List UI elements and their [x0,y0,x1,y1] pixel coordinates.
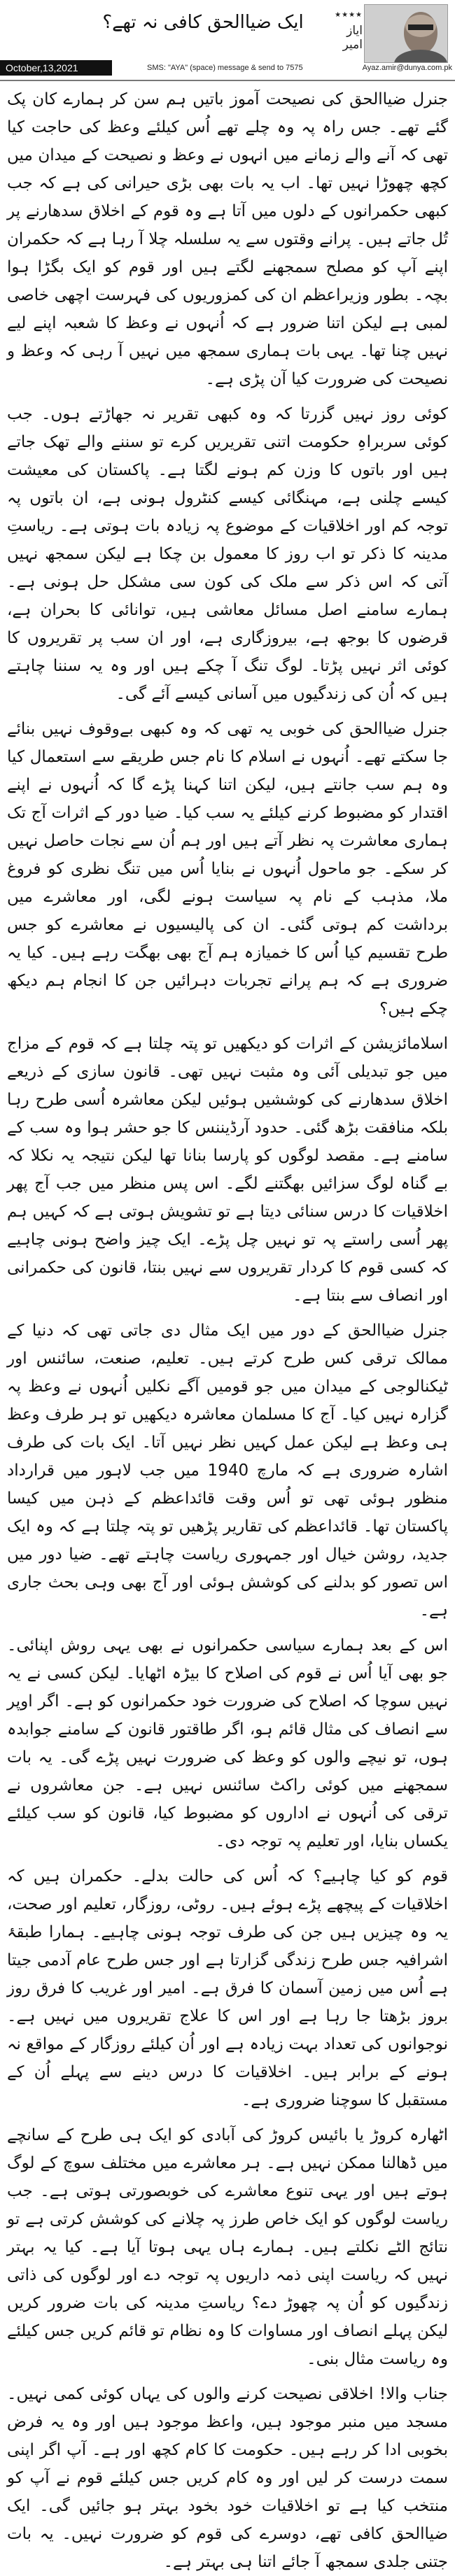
author-portrait-icon [365,5,447,62]
paragraph: اسلامائزیشن کے اثرات کو دیکھیں تو پتہ چلتا ہے کہ قوم کے مزاج میں جو تبدیلی آئی وہ مثبت نہیں تھی۔ قانون سازی کے ذریعے اخلاق سدھارنے کی کوششیں ہوئیں لیکن معاشرہ اُسی طرح رہا بلکہ منافقت بڑھ گئی۔ حدود آرڈیننس کا جو حشر ہوا وہ سب کے سامنے ہے۔ مقصد لوگوں کو پارسا بنانا تھا لیکن نتیجہ یہ نکلا کہ بے گناہ لوگ سزائیں بھگتنے لگے۔ اس پس منظر میں جب آج پھر اخلاقیات کا درس سنائی دیتا ہے تو تشویش ہوتی ہے کہ کہیں ہم پھر اُسی راستے پہ تو نہیں چل پڑے۔ ایک چیز واضح ہونی چاہیے کہ کسی قوم کا کردار تقریروں سے نہیں بنتا، قانون کی حکمرانی اور انصاف سے بنتا ہے۔ [7,1035,448,1305]
article-body [7,85,448,2571]
author-photo [364,4,448,63]
paragraph: اٹھارہ کروڑ یا بائیس کروڑ کی آبادی کو ایک ہی طرح کے سانچے میں ڈھالنا ممکن نہیں ہے۔ ہر معاشرے میں مختلف سوچ کے لوگ ہوتے ہیں اور یہی تنوع معاشرے کی خوبصورتی ہوتی ہے۔ جب ریاست لوگوں کو ایک خاص طرز پہ چلانے کی کوشش کرتی ہے تو نتائج الٹے نکلتے ہیں۔ ہمارے ہاں یہی ہوتا آیا ہے۔ کیا یہ بہتر نہیں کہ ریاست اپنی ذمہ داریوں پہ توجہ دے اور لوگوں کی ذاتی زندگیوں کو اُن پہ چھوڑ دے؟ ریاستِ مدینہ کی بات ضرور کریں لیکن پہلے انصاف اور مساوات کا وہ نظام تو قائم کریں جس کیلئے وہ ریاست مثال بنی۔ [7,2126,448,2368]
page-title: ایک ضیاالحق کافی نہ تھے؟ [102,12,304,33]
publish-date: October,13,2021 [0,60,112,76]
column-header [0,0,455,84]
paragraph: جنرل ضیاالحق کے دور میں ایک مثال دی جاتی تھی کہ دنیا کے ممالک ترقی کس طرح کرتے ہیں۔ تعلیم، صنعت، سائنس اور ٹیکنالوجی کے میدان میں جو قومیں آگے نکلیں اُنہوں نے وعظ پہ گزارہ نہیں کیا۔ آج کا مسلمان معاشرہ دیکھیں تو ہر طرف وعظ ہی وعظ ہے لیکن عمل کہیں نظر نہیں آتا۔ ایک بات کی طرف اشارہ ضروری ہے کہ مارچ 1940 میں جب لاہور میں قرارداد منظور ہوئی تھی تو اُس وقت قائداعظم کے ذہن میں کیسا پاکستان تھا۔ قائداعظم کی تقاریر پڑھیں تو پتہ چلتا ہے کہ وہ ایک جدید، روشن خیال اور جمہوری ریاست چاہتے تھے۔ ضیا دور میں اس تصور کو بدلنے کی کوشش ہوئی اور آج بھی وہی بحث جاری ہے۔ [7,1322,448,1620]
header-divider [0,80,455,81]
paragraph: اس کے بعد ہمارے سیاسی حکمرانوں نے بھی یہی روش اپنائی۔ جو بھی آیا اُس نے قوم کی اصلاح کا بیڑہ اٹھایا۔ لیکن کسی نے یہ نہیں سوچا کہ اصلاح کی ضرورت خود حکمرانوں کو ہے۔ اگر اوپر سے انصاف کی مثال قائم ہو، اگر طاقتور قانون کے سامنے جوابدہ ہوں، تو نیچے والوں کو وعظ کی ضرورت نہیں پڑے گی۔ یہ بات سمجھنے میں کوئی راکٹ سائنس نہیں ہے۔ جن معاشروں نے ترقی کی اُنہوں نے اداروں کو مضبوط کیا، قانون کو سب کیلئے یکساں بنایا، اور تعلیم پہ توجہ دی۔ [7,1636,448,1850]
rating-stars: ★★★★ [335,11,363,19]
paragraph: جنرل ضیاالحق کی نصیحت آموز باتیں ہم سن کر ہمارے کان پک گئے تھے۔ جس راہ پہ وہ چلے تھے اُس کیلئے وعظ کی حاجت کیا تھی کہ آنے والے زمانے میں انہوں نے وعظ و نصیحت کے میدان میں کچھ چھوڑا نہیں تھا۔ اب یہ بات بھی بڑی حیرانی کی ہے کہ جب کبھی حکمرانوں کے دلوں میں آتا ہے وہ قوم کے اخلاق سدھارنے پر تُل جاتے ہیں۔ پرانے وقتوں سے یہ سلسلہ چلا آ رہا ہے کہ حکمران اپنے آپ کو مصلح سمجھنے لگتے ہیں اور قوم کو ایک بگڑا ہوا بچہ۔ بطور وزیراعظم ان کی کمزوریوں کی فہرست اچھی خاصی لمبی ہے لیکن اتنا ضرور ہے کہ اُنہوں نے وعظ کا شعبہ اپنے لیے نہیں چنا تھا۔ یہی بات ہماری سمجھ میں نہیں آ رہی کہ وعظ و نصیحت کی ضرورت کیا آن پڑی ہے۔ [7,90,448,388]
paragraph: جناب والا! اخلاقی نصیحت کرنے والوں کی یہاں کوئی کمی نہیں۔ مسجد میں منبر موجود ہیں، واعظ موجود ہیں اور وہ یہ فرض بخوبی ادا کر رہے ہیں۔ حکومت کا کام کچھ اور ہے۔ آپ اگر اپنی سمت درست کر لیں اور وہ کام کریں جس کیلئے قوم نے آپ کو منتخب کیا ہے تو اخلاقیات خود بخود بہتر ہو جائیں گی۔ ایک ضیاالحق کافی تھے، دوسرے کی قوم کو ضرورت نہیں۔ یہ بات جتنی جلدی سمجھ آ جائے اتنا ہی بہتر ہے۔ [7,2385,448,2571]
author-name: ایاز امیر [342,24,363,52]
author-email[interactable]: Ayaz.amir@dunya.com.pk [362,64,452,72]
paragraph: کوئی روز نہیں گزرتا کہ وہ کبھی تقریر نہ جھاڑتے ہوں۔ جب کوئی سربراہِ حکومت اتنی تقریریں کرے تو سننے والے تھک جاتے ہیں اور باتوں کا وزن کم ہونے لگتا ہے۔ پاکستان کی معیشت کیسے چلنی ہے، مہنگائی کیسے کنٹرول ہونی ہے، ان باتوں پہ توجہ کم اور اخلاقیات کے موضوع پہ زیادہ بات ہوتی ہے۔ ریاستِ مدینہ کا ذکر تو اب روز کا معمول بن چکا ہے لیکن سمجھ نہیں آتی کہ اس ذکر سے ملک کی کون سی مشکل حل ہونی ہے۔ ہمارے سامنے اصل مسائل معاشی ہیں، توانائی کا بحران ہے، قرضوں کا بوجھ ہے، بیروزگاری ہے، اور ان سب پر تقریروں کا کوئی اثر نہیں پڑتا۔ لوگ تنگ آ چکے ہیں اور وہ یہ سننا چاہتے ہیں کہ اُن کی زندگیوں میں آسانی کیسے آئے گی۔ [7,405,448,703]
paragraph: جنرل ضیاالحق کی خوبی یہ تھی کہ وہ کبھی بےوقوف نہیں بنائے جا سکتے تھے۔ اُنہوں نے اسلام کا نام جس طریقے سے استعمال کیا وہ ہم سب جانتے ہیں، لیکن اتنا کہنا پڑے گا کہ اُنہوں نے اپنے اقتدار کو مضبوط کرنے کیلئے یہ سب کیا۔ ضیا دور کے اثرات آج تک ہماری معاشرت پہ نظر آتے ہیں اور ہم اُن سے نجات حاصل نہیں کر سکے۔ جو ماحول اُنہوں نے بنایا اُس میں تنگ نظری کو فروغ ملا، مذہب کے نام پہ سیاست ہونے لگی، اور معاشرے میں برداشت کم ہوتی گئی۔ ان کی پالیسیوں نے معاشرے کو جس طرح تقسیم کیا اُس کا خمیازہ ہم آج بھی بھگت رہے ہیں۔ کیا یہ ضروری ہے کہ ہم پرانے تجربات دہرائیں جن کا انجام ہم دیکھ چکے ہیں؟ [7,720,448,1018]
paragraph: قوم کو کیا چاہیے؟ کہ اُس کی حالت بدلے۔ حکمران ہیں کہ اخلاقیات کے پیچھے پڑے ہوئے ہیں۔ روٹی، روزگار، تعلیم اور صحت، یہ وہ چیزیں ہیں جن کی طرف توجہ ہونی چاہیے۔ ہمارا طبقۂ اشرافیہ جس طرح زندگی گزارتا ہے اور جس طرح عام آدمی جیتا ہے اُس میں زمین آسمان کا فرق ہے۔ امیر اور غریب کا فرق روز بروز بڑھتا جا رہا ہے اور اس کا علاج تقریروں میں نہیں ہے۔ نوجوانوں کی تعداد بہت زیادہ ہے اور اُن کیلئے روزگار کے مواقع نہ ہونے کے برابر ہیں۔ اخلاقیات کا درس دینے سے پہلے اُن کے مستقبل کا سوچنا ضروری ہے۔ [7,1867,448,2109]
sms-instructions: SMS: "AYA" (space) message & send to 7575 [147,64,303,72]
